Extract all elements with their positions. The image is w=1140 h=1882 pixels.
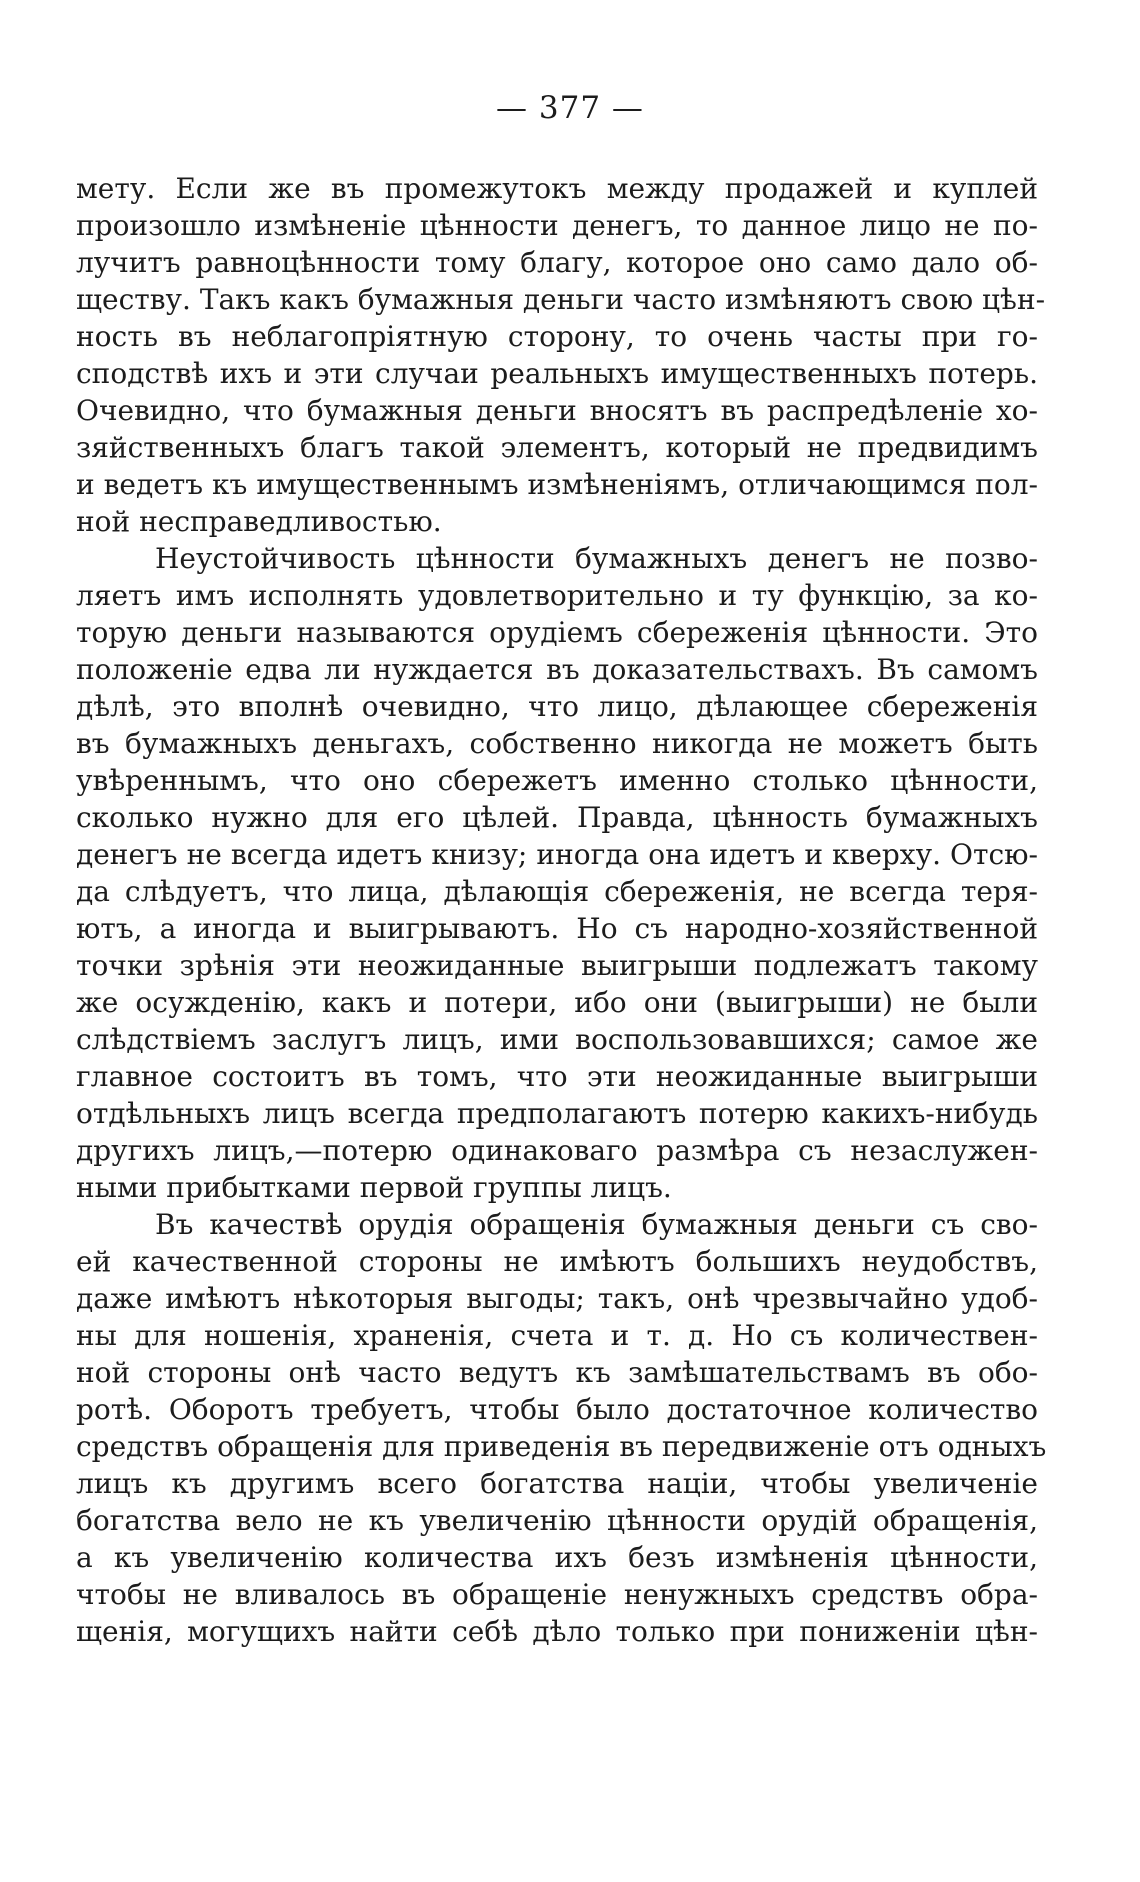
text-line: дѣлѣ, это вполнѣ очевидно, что лицо, дѣлающее сбереженія <box>76 690 1038 723</box>
text-line: сколько нужно для его цѣлей. Правда, цѣнность бумажныхъ <box>76 801 1038 834</box>
text-line: въ бумажныхъ деньгахъ, собственно никогда не можетъ быть <box>76 727 1038 760</box>
text-line: зяйственныхъ благъ такой элементъ, который не предвидимъ <box>76 431 1038 464</box>
text-line: лицъ къ другимъ всего богатства націи, чтобы увеличеніе <box>76 1467 1038 1500</box>
text-line: мету. Если же въ промежутокъ между продажей и куплей <box>76 172 1038 205</box>
text-line: средствъ обращенія для приведенія въ передвиженіе отъ одныхъ <box>76 1430 1047 1463</box>
text-line: а къ увеличенію количества ихъ безъ измѣненія цѣнности, <box>76 1541 1038 1574</box>
text-line: ной стороны онѣ часто ведутъ къ замѣшательствамъ въ обо- <box>76 1356 1038 1389</box>
text-line: Очевидно, что бумажныя деньги вносятъ въ распредѣленіе хо- <box>76 394 1038 427</box>
text-line: ей качественной стороны не имѣютъ большихъ неудобствъ, <box>76 1245 1038 1278</box>
paragraph-1 <box>76 170 1046 540</box>
text-line: чтобы не вливалось въ обращеніе ненужныхъ средствъ обра- <box>76 1578 1038 1611</box>
text-line: ной несправедливостью. <box>76 505 442 538</box>
paragraph-3 <box>76 1206 1047 1650</box>
text-line: торую деньги называются орудіемъ сбереженія цѣнности. Это <box>76 616 1038 649</box>
page-number: — 377 — <box>496 90 644 126</box>
text-line: щенія, могущихъ найти себѣ дѣло только при пониженіи цѣн- <box>76 1615 1038 1648</box>
text-line: ность въ неблагопріятную сторону, то очень часты при го- <box>76 320 1038 353</box>
text-line: слѣдствіемъ заслугъ лицъ, ими воспользовавшихся; самое же <box>76 1023 1038 1056</box>
text-line: ны для ношенія, храненія, счета и т. д. Но съ количествен- <box>76 1319 1038 1352</box>
text-line: лучитъ равноцѣнности тому благу, которое оно само дало об- <box>76 246 1038 279</box>
text-line: и ведетъ къ имущественнымъ измѣненіямъ, отличающимся пол- <box>76 468 1038 501</box>
text-line: Въ качествѣ орудія обращенія бумажныя деньги съ сво- <box>155 1208 1038 1241</box>
text-line: ществу. Такъ какъ бумажныя деньги часто измѣняютъ свою цѣн- <box>76 283 1046 316</box>
text-line: ютъ, а иногда и выигрываютъ. Но съ народно-хозяйственной <box>76 912 1038 945</box>
text-line: положеніе едва ли нуждается въ доказательствахъ. Въ самомъ <box>76 653 1038 686</box>
text-line: денегъ не всегда идетъ книзу; иногда она идетъ и кверху. Отсю- <box>76 838 1038 871</box>
text-line: богатства вело не къ увеличенію цѣнности орудій обращенія, <box>76 1504 1038 1537</box>
text-line: произошло измѣненіе цѣнности денегъ, то данное лицо не по- <box>76 209 1038 242</box>
text-line: ротѣ. Оборотъ требуетъ, чтобы было достаточное количество <box>76 1393 1038 1426</box>
paragraph-2 <box>76 540 1038 1206</box>
text-line: ляетъ имъ исполнять удовлетворительно и ту функцію, за ко- <box>76 579 1038 612</box>
body-text <box>76 170 1047 1650</box>
text-line: отдѣльныхъ лицъ всегда предполагаютъ потерю какихъ-нибудь <box>76 1097 1038 1130</box>
text-line: главное состоитъ въ томъ, что эти неожиданные выигрыши <box>76 1060 1038 1093</box>
text-line: даже имѣютъ нѣкоторыя выгоды; такъ, онѣ чрезвычайно удоб- <box>76 1282 1038 1315</box>
text-line: да слѣдуетъ, что лица, дѣлающія сбереженія, не всегда теря- <box>76 875 1038 908</box>
text-line: Неустойчивость цѣнности бумажныхъ денегъ не позво- <box>155 542 1038 575</box>
text-line: другихъ лицъ,—потерю одинаковаго размѣра съ незаслужен- <box>76 1134 1038 1167</box>
text-line: увѣреннымъ, что оно сбережетъ именно столько цѣнности, <box>76 764 1038 797</box>
text-line: сподствѣ ихъ и эти случаи реальныхъ имущественныхъ потерь. <box>76 357 1038 390</box>
text-line: точки зрѣнія эти неожиданные выигрыши подлежатъ такому <box>76 949 1038 982</box>
text-line: же осужденію, какъ и потери, ибо они (выигрыши) не были <box>76 986 1038 1019</box>
text-line: ными прибытками первой группы лицъ. <box>76 1171 672 1204</box>
